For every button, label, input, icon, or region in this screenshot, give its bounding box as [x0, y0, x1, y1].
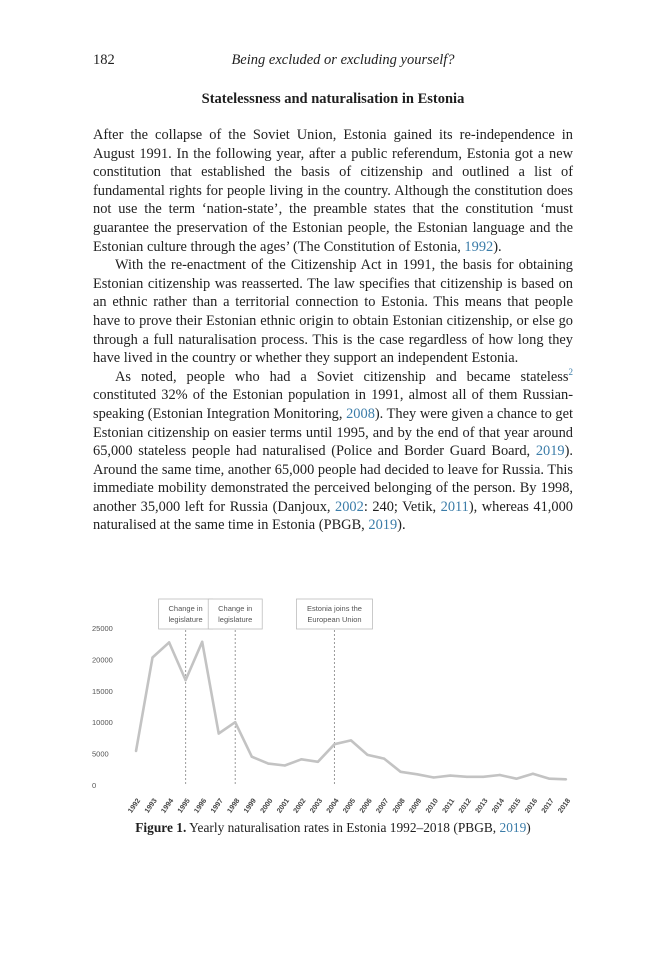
chart-svg [88, 598, 580, 838]
x-tick-label: 2013 [472, 796, 490, 815]
x-tick-label: 2011 [440, 796, 457, 815]
annotation-label: Change in [218, 604, 253, 613]
data-point [317, 761, 319, 763]
data-point [217, 732, 219, 734]
x-tick-label: 1995 [175, 796, 192, 815]
y-tick-label: 20000 [92, 655, 113, 665]
x-tick-label: 2010 [423, 796, 440, 815]
annotation-label: European Union [307, 615, 362, 624]
paragraph-1: After the collapse of the Soviet Union, Estonia gained its re-independence in August 1991. In the following year, after a public referendum, Estonia got a new constitution that established the basis of citizenship and outlined a list of fundamental rights for people living in the country. Although the constitution does not use the term ‘nation-state’, the preamble states that the constitution ‘must guarantee the preservation of the Estonian people, the Estonian language and the Estonian culture through the ages’ (The Constitution of Estonia, 1992). [93, 127, 573, 255]
x-tick-label: 2005 [340, 796, 358, 815]
data-point [449, 774, 451, 776]
x-tick-label: 2007 [373, 796, 391, 815]
data-point [234, 721, 236, 723]
annotation-label: Estonia joins the [306, 604, 362, 613]
data-point [350, 739, 352, 741]
data-point [267, 762, 269, 764]
data-point [151, 656, 153, 658]
data-point [333, 743, 335, 745]
data-point [184, 679, 186, 681]
data-point [399, 771, 401, 773]
figure-label: Figure 1. [135, 820, 187, 835]
running-title: Being excluded or excluding yourself? [231, 52, 455, 68]
data-point [548, 778, 550, 780]
annotation-label: legislature [218, 615, 253, 624]
citation-link[interactable]: 2008 [346, 405, 375, 422]
x-tick-label: 2003 [307, 796, 325, 815]
data-point [251, 756, 253, 758]
y-tick-label: 25000 [92, 624, 113, 633]
x-tick-label: 2017 [539, 796, 556, 815]
x-tick-label: 2006 [357, 796, 374, 815]
x-tick-label: 2009 [406, 796, 424, 815]
citation-link[interactable]: 2019 [368, 517, 398, 534]
x-tick-label: 2004 [324, 796, 341, 815]
data-point [168, 641, 170, 643]
x-tick-label: 2000 [257, 796, 275, 815]
y-tick-label: 15000 [92, 686, 113, 696]
x-tick-label: 2001 [274, 796, 292, 815]
data-point [515, 778, 517, 780]
data-point [383, 757, 385, 759]
data-point [135, 750, 137, 752]
page-number: 182 [93, 52, 115, 68]
data-point [432, 776, 434, 778]
citation-link[interactable]: 2002 [335, 498, 364, 515]
series-line [136, 642, 566, 780]
paragraph-2: With the re-enactment of the Citizenship Act in 1991, the basis for obtaining Estonian citizenship was reasserted. The law specifies that citizenship is based on an ethnic rather than a territorial connection to Estonia. This means that people have to prove their Estonian ethnic origin to obtain Estonian citizenship, or else go through a full naturalisation process. This is the case regardless of how long they have lived in the country or whether they support an independent Estonia. [93, 257, 573, 367]
x-tick-label: 2008 [390, 796, 407, 815]
data-point [201, 641, 203, 643]
paragraph-3: As noted, people who had a Soviet citizenship and became stateless$^2$ constituted 32% of the Estonian population in 1991, almost all of them Russian-speaking (Estonian Integration Monitoring, 2008). They were given a chance to get Estonian citizenship on easier terms until 1995, and by the end of that year around 65,000 stateless people had naturalised (Police and Border Guard Board, 2019). Around the same time, another 65,000 people had decided to leave for Russia. This immediate mobility demonstrated the perceived belonging of the person. By 1998, another 35,000 left for Russia (Danjoux, 2002: 240; Vetik, 2011), whereas 41,000 naturalised at the same time in Estonia (PBGB, 2019). [93, 366, 573, 534]
running-header [93, 52, 573, 72]
x-tick-label: 1997 [208, 796, 225, 815]
y-tick-label: 0 [92, 781, 97, 790]
x-tick-label: 1998 [224, 796, 242, 815]
x-tick-label: 2012 [456, 796, 473, 815]
citation-link[interactable]: 2011 [440, 498, 469, 515]
x-tick-label: 1993 [142, 796, 159, 815]
x-tick-label: 2014 [489, 796, 507, 815]
data-point [532, 772, 534, 774]
x-tick-label: 1992 [125, 796, 143, 815]
naturalisation-chart [88, 598, 580, 838]
x-tick-label: 2018 [555, 796, 573, 815]
x-tick-label: 2016 [522, 796, 540, 815]
data-point [499, 774, 501, 776]
data-point [482, 776, 484, 778]
citation-link[interactable]: 1992 [464, 238, 494, 255]
x-tick-label: 1996 [191, 796, 209, 815]
annotation-label: legislature [168, 615, 203, 624]
annotation-label: Change in [168, 604, 203, 613]
citation-link[interactable]: 2019 [499, 820, 527, 835]
data-point [300, 758, 302, 760]
y-tick-label: 5000 [92, 749, 109, 759]
figure-caption: Figure 1. Yearly naturalisation rates in Estonia 1992–2018 (PBGB, 2019) [135, 820, 531, 835]
x-tick-label: 1994 [158, 796, 176, 815]
citation-link[interactable]: 2019 [535, 443, 565, 460]
x-tick-label: 2015 [506, 796, 523, 815]
y-tick-label: 10000 [92, 718, 113, 728]
footnote-marker[interactable]: 2 [568, 366, 573, 377]
data-point [366, 754, 368, 756]
x-tick-label: 1999 [241, 796, 258, 815]
data-point [466, 776, 468, 778]
body-text [93, 126, 573, 535]
section-title: Statelessness and naturalisation in Estonia [201, 91, 465, 107]
data-point [416, 773, 418, 775]
data-point [284, 764, 286, 766]
x-tick-label: 2002 [291, 796, 308, 815]
data-point [565, 778, 567, 780]
